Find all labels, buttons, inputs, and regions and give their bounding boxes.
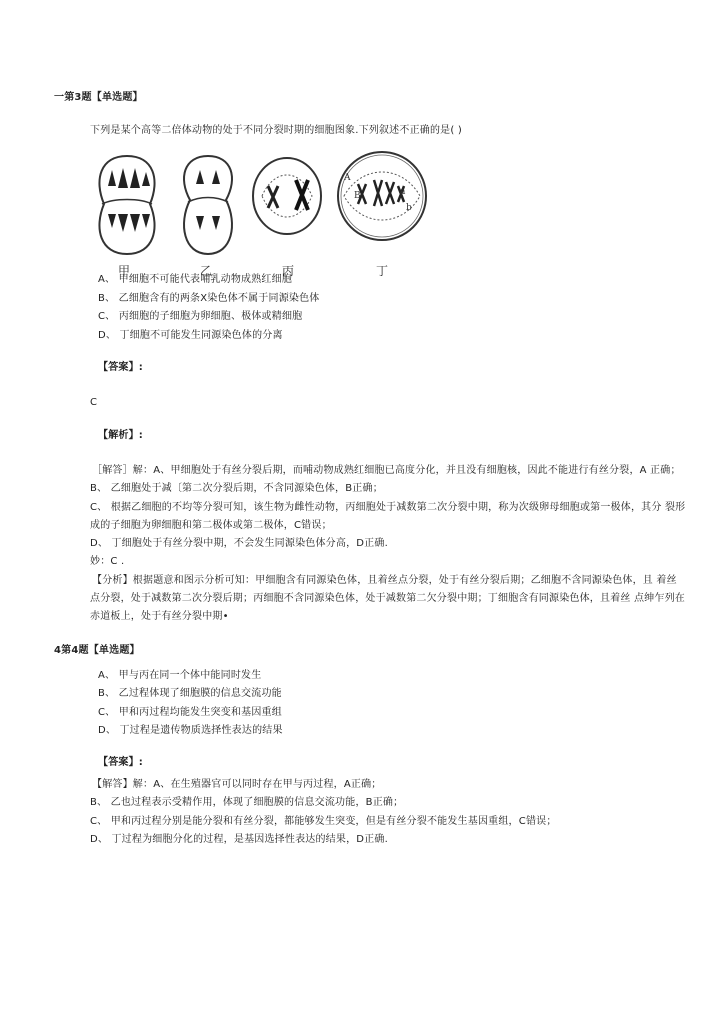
q3-explanation-line: B、 乙细胞处于减〔第二次分裂后期，不含同源染色体，B正确；: [90, 483, 383, 494]
q3-explanation-line: 【分析】根据题意和图示分析可知：甲细胞含有同源染色体，且着丝点分裂，处于有丝分裂后期；乙细胞不含同源染色体，且 着丝: [92, 575, 677, 586]
cell-yi-image: [176, 150, 240, 260]
q4-option-b: B、 乙过程体现了细胞膜的信息交流功能: [98, 688, 282, 699]
q3-explanation-line: ［解答］解：A、甲细胞处于有丝分裂后期，而哺动物成熟红细胞已高度分化，并且没有细胞核，因此不能进行有丝分裂，A 正确；: [92, 465, 681, 476]
label-jia: 甲: [118, 264, 131, 278]
svg-text:B: B: [354, 191, 361, 201]
q3-answer: C: [90, 397, 98, 408]
q3-heading: 一第3题【单选题】: [54, 92, 143, 103]
svg-text:a: a: [400, 187, 406, 197]
q4-explanation-line: 【解答】解：A、在生殖器官可以同时存在甲与丙过程，A正确；: [92, 779, 382, 790]
q3-explanation-line: 点分裂，处于减数第二次分裂后期；丙细胞不含同源染色体，处于减数第二欠分裂中期；丁细胞含有同源染色体，且着丝 点绅乍列在: [90, 593, 685, 604]
cell-division-figure: [92, 150, 434, 280]
q3-explanation-line: 赤道板上，处于有丝分裂中期•: [90, 611, 229, 622]
q3-option-d: D、 丁细胞不可能发生同源染色体的分离: [98, 330, 283, 341]
q3-option-b: B、 乙细胞含有的两条X染色体不属于同源染色体: [98, 293, 320, 304]
q4-heading: 4第4题【单选题】: [54, 645, 140, 656]
q3-explanation-line: 成的子细胞为卵细胞和第二极体或第二极体，C错误；: [90, 520, 332, 531]
q4-option-d: D、 丁过程是遗传物质选择性表达的结果: [98, 725, 283, 736]
q4-explanation-line: D、 丁过程为细胞分化的过程，是基因选择性表达的结果，D正确.: [90, 834, 388, 845]
cell-ding-image: [334, 150, 430, 250]
svg-text:b: b: [406, 203, 412, 213]
svg-text:A: A: [344, 173, 351, 183]
q4-option-a: A、 甲与丙在同一个体中能同时发生: [98, 670, 262, 681]
q3-option-a: A、 甲细胞不可能代表哺乳动物成熟红细胞: [98, 274, 293, 285]
q3-option-c: C、 丙细胞的子细胞为卵细胞、极体或精细胞: [98, 311, 303, 322]
q4-explanation-line: C、 甲和丙过程分别是能分裂和有丝分裂，都能够发生突变，但是有丝分裂不能发生基因重组，C错误；: [90, 816, 557, 827]
label-ding: 丁: [376, 264, 389, 278]
label-bing: 丙: [282, 264, 295, 278]
q3-explanation-line: C、 根据乙细胞的不均等分裂可知，该生物为雌性动物，丙细胞处于减数第二次分裂中期，称为次级卵母细胞或第一极体，其分 裂形: [90, 502, 686, 513]
cell-bing-image: [250, 150, 324, 250]
q3-explanation-line: D、 丁细胞处于有丝分裂中期，不会发生同源染色体分高，D正确.: [90, 538, 388, 549]
cell-jia-image: [94, 150, 160, 260]
q4-explanation-line: B、 乙也过程表示受精作用，体现了细胞膜的信息交流功能，B正确；: [90, 797, 404, 808]
label-yi: 乙: [200, 264, 213, 278]
q4-option-c: C、 甲和丙过程均能发生突变和基因重组: [98, 707, 282, 718]
q3-analysis-label: 【解析】:: [98, 430, 143, 441]
q4-answer-label: 【答案】:: [98, 757, 143, 768]
q3-explanation-line: 妙：C .: [90, 556, 125, 567]
q3-answer-label: 【答案】:: [98, 362, 143, 373]
q3-stem: 下列是某个高等二倍体动物的处于不同分裂时期的细胞图象.下列叙述不正确的是( ): [90, 125, 462, 136]
